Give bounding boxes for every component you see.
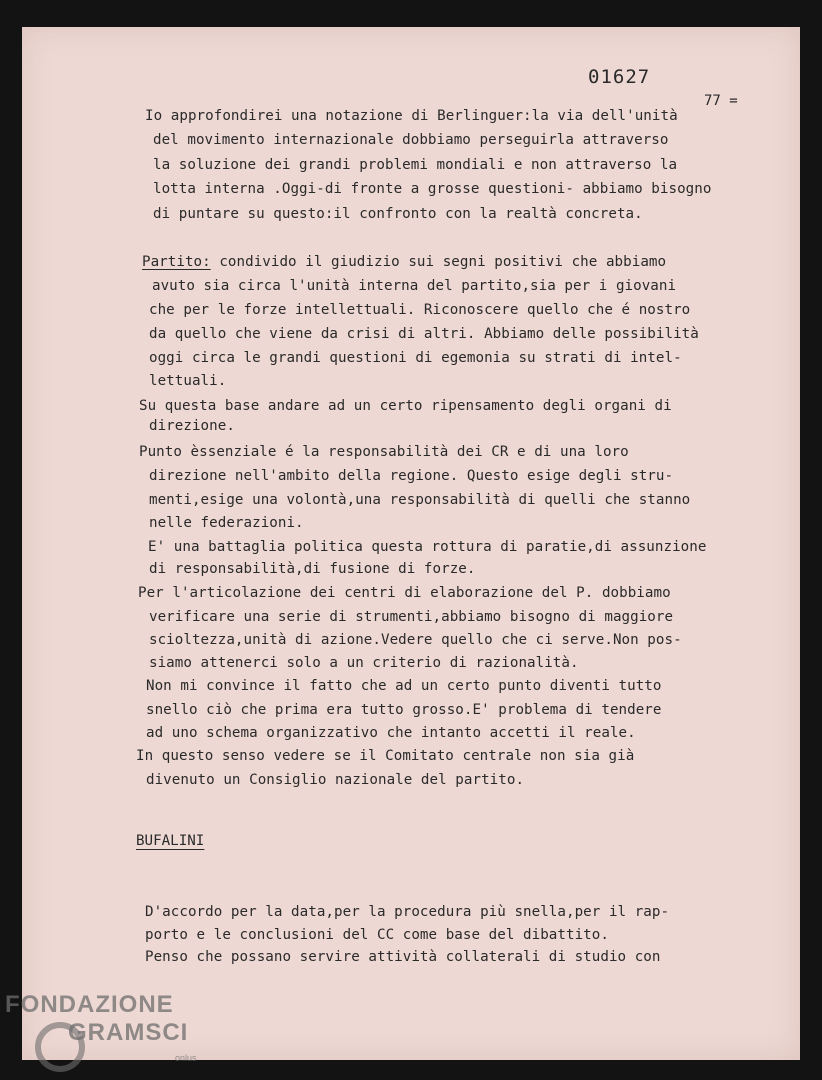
text-line: la soluzione dei grandi problemi mondiali e non attraverso la <box>153 157 678 173</box>
watermark-line-2: GRAMSCI <box>68 1019 189 1046</box>
text-line: verificare una serie di strumenti,abbiamo bisogno di maggiore <box>149 609 674 625</box>
text-line: porto e le conclusioni del CC come base del dibattito. <box>145 927 609 943</box>
text-line: di puntare su questo:il confronto con la realtà concreta. <box>153 206 643 222</box>
text-line: nelle federazioni. <box>149 515 304 531</box>
archive-number: 01627 <box>588 66 651 88</box>
text-line: Penso che possano servire attività collaterali di studio con <box>145 949 661 965</box>
partito-line <box>142 253 666 271</box>
text-line: lettuali. <box>149 373 227 389</box>
text-line: Per l'articolazione dei centri di elaborazione del P. dobbiamo <box>138 585 671 601</box>
speaker-heading: BUFALINI <box>136 833 205 849</box>
text-line: Non mi convince il fatto che ad un certo punto diventi tutto <box>146 678 662 694</box>
text-line: del movimento internazionale dobbiamo perseguirla attraverso <box>153 132 669 148</box>
text-line: Su questa base andare ad un certo ripensamento degli organi di <box>139 398 672 414</box>
partito-line-text: condivido il giudizio sui segni positivi che abbiamo <box>210 254 667 270</box>
text-line: siamo attenerci solo a un criterio di razionalità. <box>149 655 579 671</box>
text-line: ad uno schema organizzativo che intanto accetti il reale. <box>146 725 636 741</box>
text-line: oggi circa le grandi questioni di egemonia su strati di intel- <box>149 350 682 366</box>
text-line: In questo senso vedere se il Comitato centrale non sia già <box>136 748 635 764</box>
text-line: divenuto un Consiglio nazionale del partito. <box>146 772 525 788</box>
text-line: che per le forze intellettuali. Riconoscere quello che é nostro <box>149 302 691 318</box>
fondazione-gramsci-watermark <box>0 985 220 1080</box>
text-line: di responsabilità,di fusione di forze. <box>149 561 476 577</box>
page-number: 77 = <box>704 93 738 109</box>
text-line: Punto èssenziale é la responsabilità dei CR e di una loro <box>139 444 629 460</box>
text-line: avuto sia circa l'unità interna del partito,sia per i giovani <box>152 278 677 294</box>
text-line: menti,esige una volontà,una responsabilità di quelli che stanno <box>149 492 691 508</box>
text-line: E' una battaglia politica questa rottura di paratie,di assunzione <box>148 539 707 555</box>
text-line: D'accordo per la data,per la procedura più snella,per il rap- <box>145 904 670 920</box>
text-line: da quello che viene da crisi di altri. Abbiamo delle possibilità <box>149 326 699 342</box>
partito-label: Partito: <box>142 254 211 270</box>
text-line: lotta interna .Oggi-di fronte a grosse questioni- abbiamo bisogno <box>153 181 712 197</box>
text-line: scioltezza,unità di azione.Vedere quello che ci serve.Non pos- <box>149 632 682 648</box>
text-line: snello ciò che prima era tutto grosso.E' problema di tendere <box>146 702 662 718</box>
text-line: direzione nell'ambito della regione. Questo esige degli stru- <box>149 468 674 484</box>
watermark-line-1: FONDAZIONE <box>5 991 174 1018</box>
watermark-suffix: onlus <box>175 1053 197 1063</box>
text-line: Io approfondirei una notazione di Berlinguer:la via dell'unità <box>145 108 678 124</box>
text-line: direzione. <box>149 418 235 434</box>
